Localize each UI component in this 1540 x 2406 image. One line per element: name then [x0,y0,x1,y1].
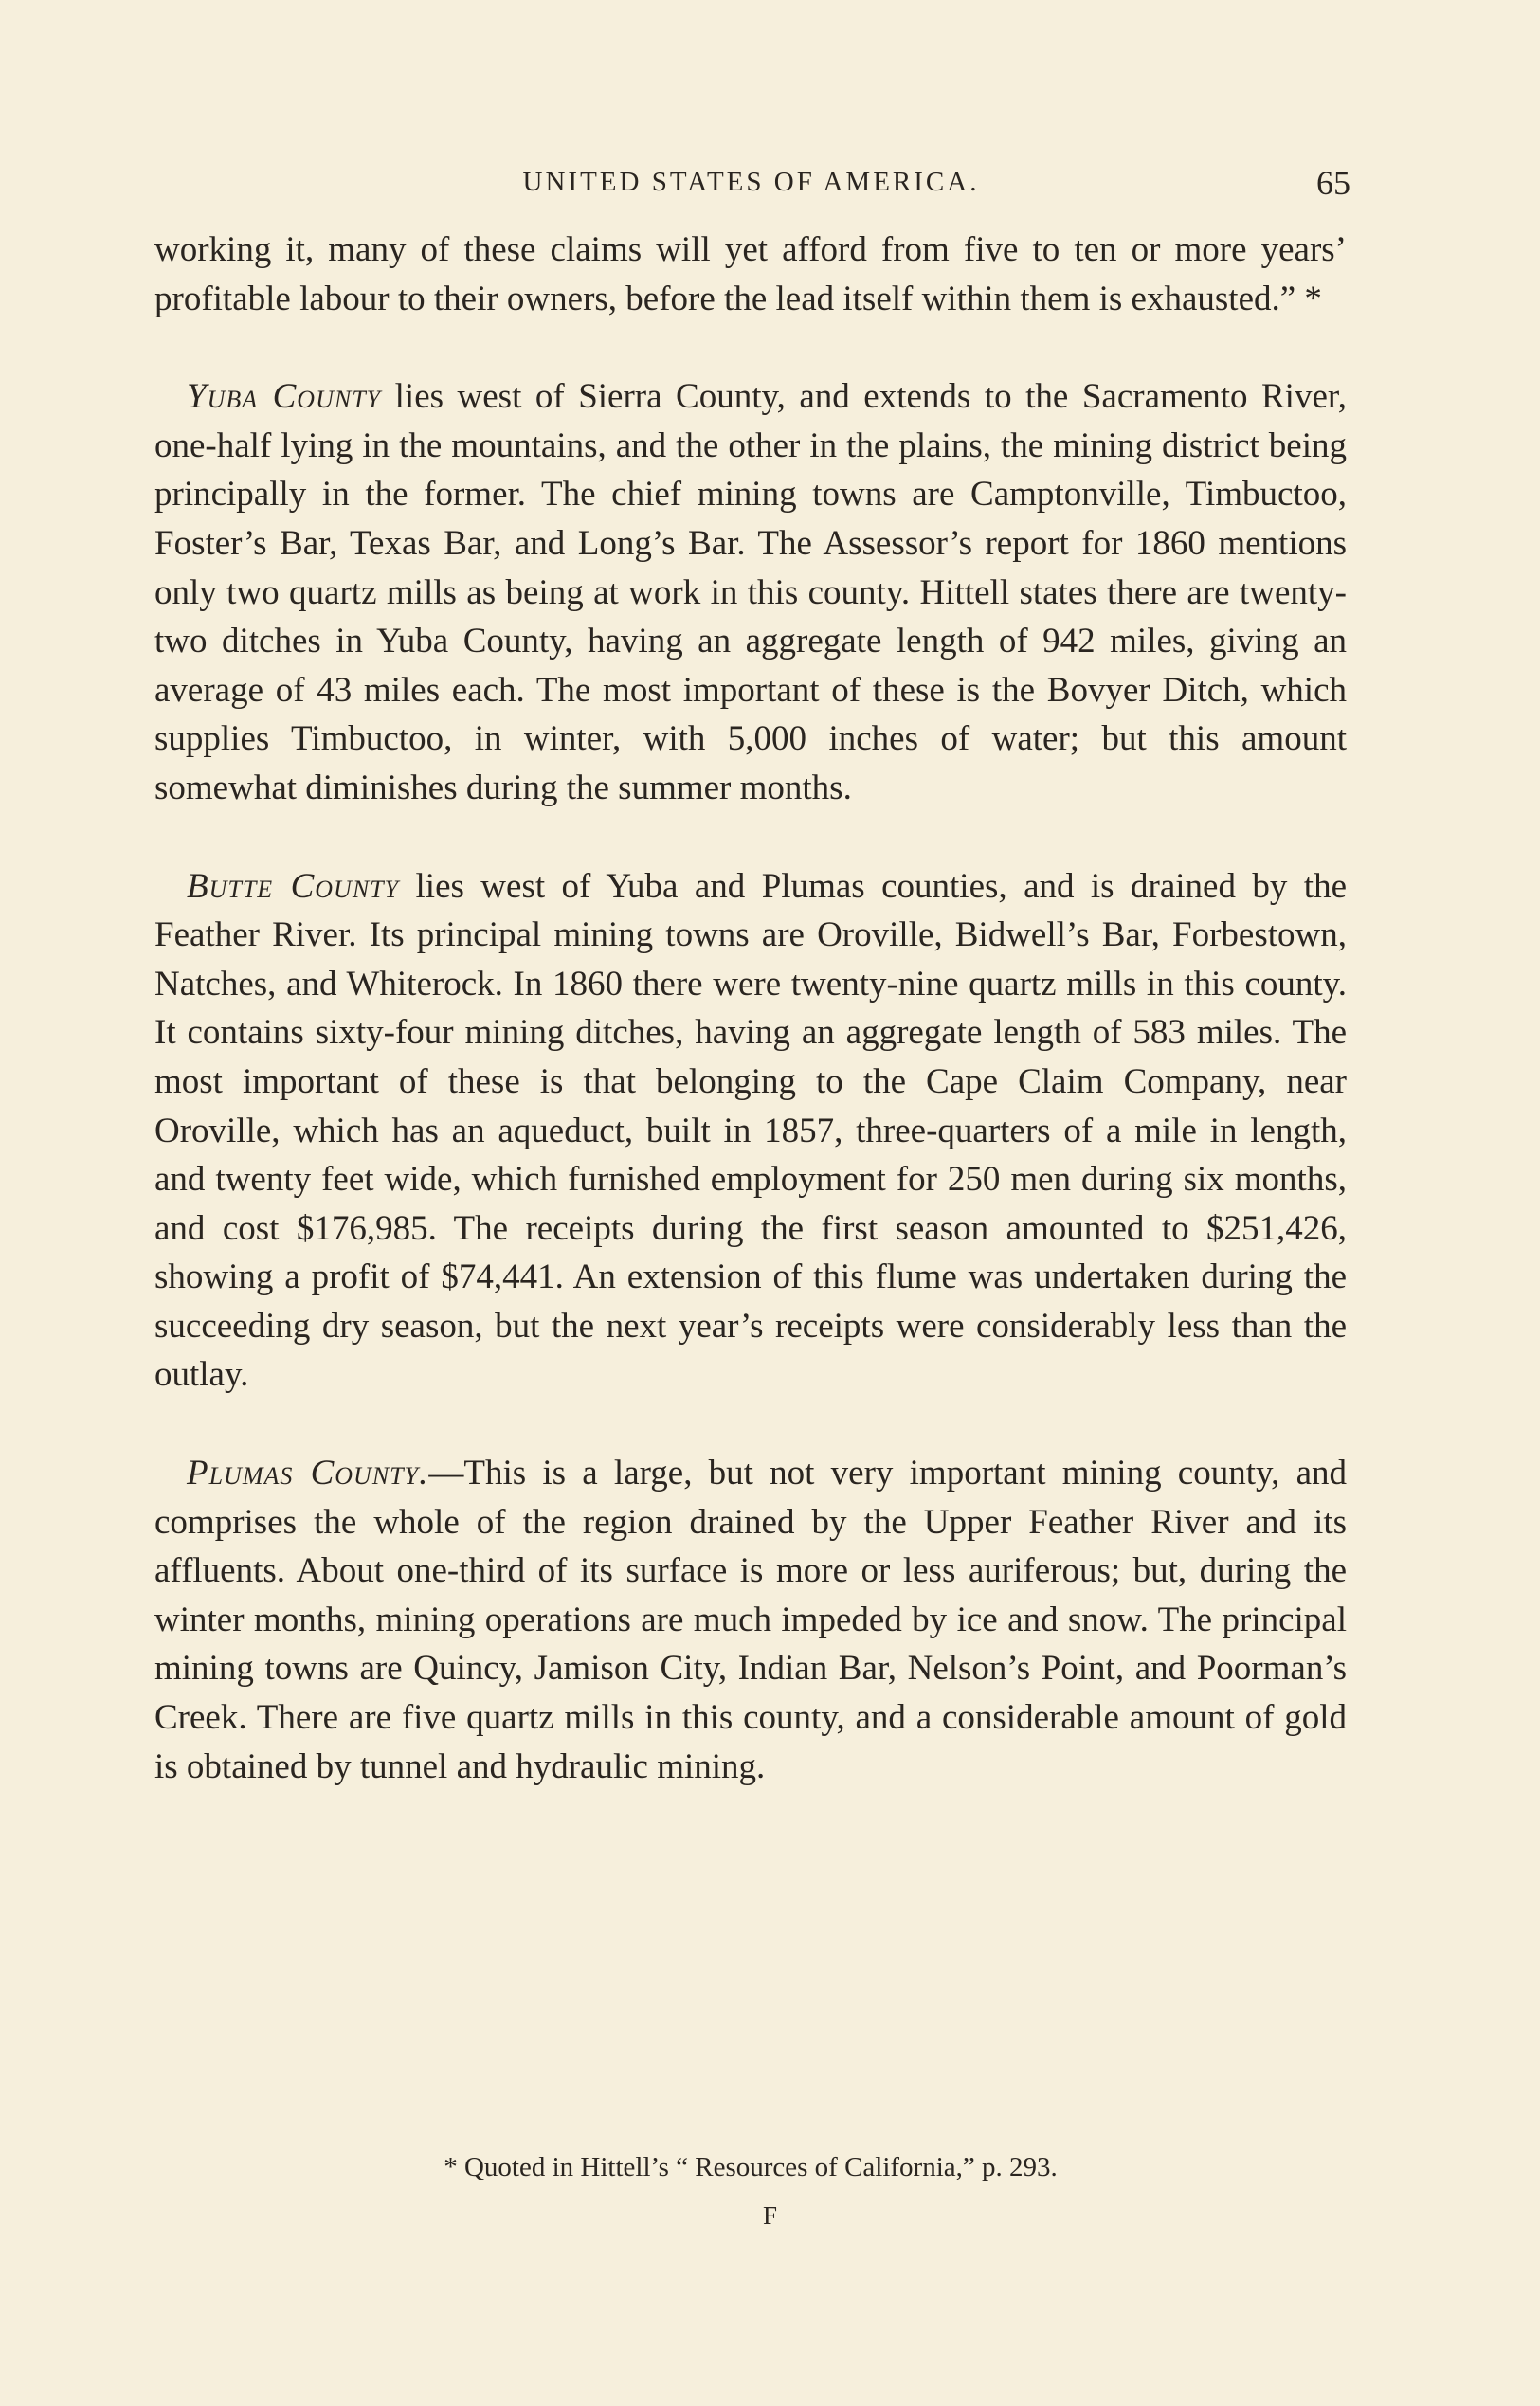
signature-mark: F [762,2201,778,2230]
body-text [154,226,1347,1791]
section-lead-plumas-county: Plumas County. [187,1454,429,1493]
running-head [152,159,1350,216]
paragraph-butte-county [154,862,1347,1401]
running-title: UNITED STATES OF AMERICA. [522,167,980,197]
paragraph-text: working it, many of these claims will yet afford from five to ten or more years’ profitable labour to their owners, before the lead itself within them is exhausted.” * [154,230,1347,318]
paragraph-text: —This is a large, but not very important mining county, and comprises the whole of the region drained by the Upper Feather River and its affluents. About one-third of its surface is more or less auriferous; but, during the winter months, mining operations are much impeded by ice and snow. The principal mining towns are Quincy, Jamison City, Indian Bar, Nelson’s Point, and Poorman’s Creek. There are five quartz mills in this county, and a considerable amount of gold is obtained by tunnel and hydraulic mining. [154,1454,1348,1786]
footnote: * Quoted in Hittell’s “ Resources of California,” p. 293. [444,2152,1058,2182]
paragraph-text: lies west of Yuba and Plumas counties, and is drained by the Feather River. Its principal mining towns are Oroville, Bidwell’s Bar, Forbestown, Natches, and Whiterock. In 1860 there were twenty-nine quartz mills in this county. It contains sixty-four mining ditches, having an aggregate length of 583 miles. The most important of these is that belonging to the Cape Claim Company, near Oroville, which has an aqueduct, built in 1857, three-quarters of a mile in length, and twenty feet wide, which furnished employment for 250 men during six months, and cost $176,985. The receipts during the first season amounted to $251,426, showing a profit of $74,441. An extension of this flume was undertaken during the succeeding dry season, but the next year’s receipts were considerably less than the outlay. [154,866,1347,1395]
section-lead-yuba-county: Yuba County [187,377,382,417]
page-number: 65 [1316,164,1350,202]
paragraph-continuation [154,226,1347,323]
paragraph-text: lies west of Sierra County, and extends to the Sacramento River, one-half lying in the mountains, and the other in the plains, the mining district being principally in the former. The chief mining towns are Camptonville, Timbuctoo, Foster’s Bar, Texas Bar, and Long’s Bar. The Assessor’s report for 1860 mentions only two quartz mills as being at work in this county. Hittell states there are twenty-two ditches in Yuba County, having an aggregate length of 942 miles, giving an average of 43 miles each. The most important of these is the Bovyer Ditch, which supplies Timbuctoo, in winter, with 5,000 inches of water; but this amount somewhat diminishes during the summer months. [154,377,1347,807]
section-lead-butte-county: Butte County [187,866,400,906]
paragraph-yuba-county [154,372,1347,812]
paragraph-plumas-county [154,1449,1347,1791]
